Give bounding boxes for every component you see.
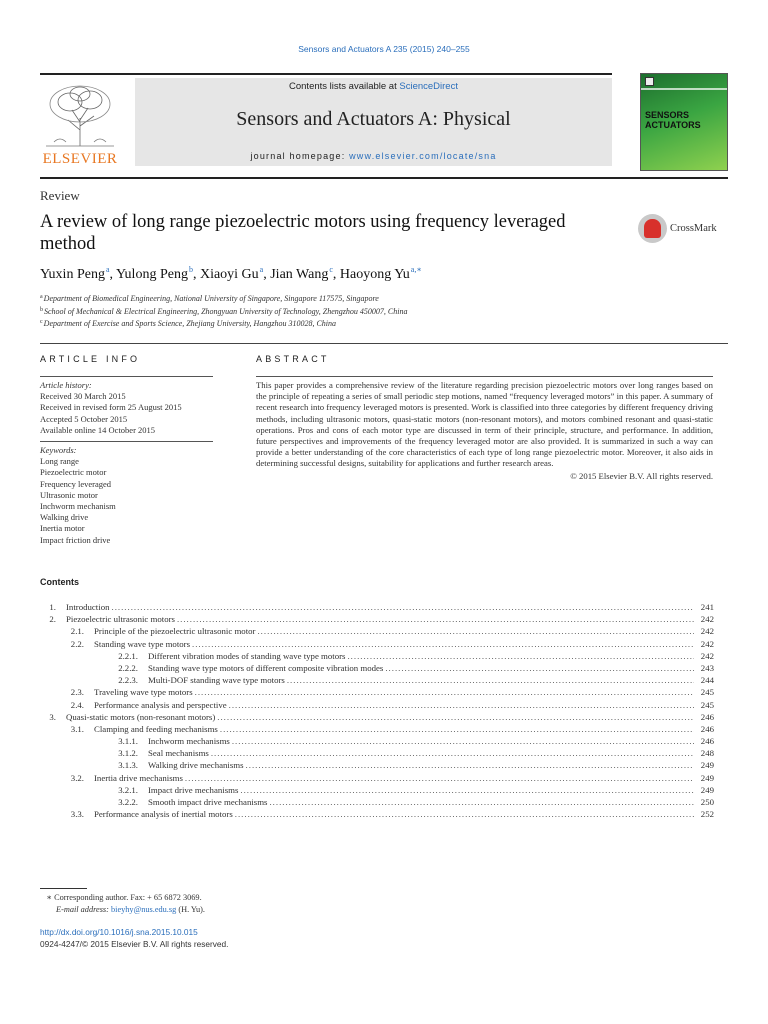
toc-entry-page[interactable]: 248 bbox=[700, 748, 714, 759]
toc-entry-number: 3.1. bbox=[70, 723, 84, 734]
toc-entry-title[interactable]: Performance analysis and perspective bbox=[94, 699, 227, 710]
toc-entry-page[interactable]: 245 bbox=[700, 687, 714, 698]
toc-entry[interactable] bbox=[40, 759, 714, 771]
toc-entry[interactable] bbox=[40, 662, 714, 674]
toc-entry[interactable] bbox=[40, 601, 714, 613]
toc-dot-leader bbox=[246, 759, 694, 771]
toc-entry-page[interactable]: 242 bbox=[700, 614, 714, 625]
contents-available-line bbox=[135, 81, 612, 92]
toc-entry-title[interactable]: Traveling wave type motors bbox=[94, 687, 193, 698]
author-affil-mark[interactable]: c bbox=[329, 265, 333, 274]
section-divider bbox=[40, 343, 728, 344]
toc-entry-title[interactable]: Principle of the piezoelectric ultrasonic motor bbox=[94, 626, 256, 637]
toc-entry[interactable] bbox=[40, 699, 714, 711]
toc-entry[interactable] bbox=[40, 613, 714, 625]
abstract bbox=[256, 380, 713, 482]
cover-logo-icon bbox=[645, 77, 654, 86]
article-info-rule bbox=[40, 376, 213, 377]
crossmark-label: CrossMark bbox=[670, 223, 717, 234]
affiliation-item: $^a$Department of Biomedical Engineering, National University of Singapore, Singapore 117575, Singapore bbox=[40, 294, 379, 303]
keyword-item: Ultrasonic motor bbox=[40, 489, 98, 500]
toc-entry-page[interactable]: 246 bbox=[700, 736, 714, 747]
header-rule-bottom bbox=[40, 177, 728, 179]
toc-entry-number: 2. bbox=[49, 614, 56, 625]
toc-entry-page[interactable]: 252 bbox=[700, 809, 714, 820]
keyword-item: Long range bbox=[40, 456, 79, 467]
keyword-item: Inertia motor bbox=[40, 523, 85, 534]
toc-entry-page[interactable]: 250 bbox=[700, 797, 714, 807]
author-affil-mark[interactable]: b bbox=[188, 265, 193, 274]
toc-entry[interactable] bbox=[40, 747, 714, 759]
affiliation-item: $^c$Department of Exercise and Sports Science, Zhejiang University, Hangzhou 310028, China bbox=[40, 319, 337, 328]
toc-dot-leader bbox=[269, 796, 694, 808]
author-list: Yuxin Peng$^a$, Yulong Peng$^b$, Xiaoyi Gu$^a$, Jian Wang$^c$, Haoyong $Yu^{a,∗}$ bbox=[40, 265, 422, 282]
toc-entry-title[interactable]: Performance analysis of inertial motors bbox=[94, 809, 233, 820]
author-affil-mark[interactable]: a,∗ bbox=[410, 265, 422, 274]
toc-entry[interactable] bbox=[40, 796, 714, 808]
keywords-label: Keywords: bbox=[40, 445, 77, 456]
history-item: Available online 14 October 2015 bbox=[40, 424, 156, 435]
toc-entry[interactable] bbox=[40, 638, 714, 650]
elsevier-wordmark: ELSEVIER bbox=[42, 151, 118, 167]
keyword-item: Walking drive bbox=[40, 512, 89, 523]
toc-entry-page[interactable]: 241 bbox=[700, 602, 714, 612]
author-name[interactable]: Yuxin Peng bbox=[40, 267, 105, 282]
toc-entry-title[interactable]: Standing wave type motors bbox=[94, 638, 191, 649]
issn-copyright: 0924-4247/© 2015 Elsevier B.V. All rights reserved. bbox=[40, 938, 229, 949]
toc-entry-page[interactable]: 243 bbox=[700, 662, 714, 673]
abstract-heading: ABSTRACT bbox=[256, 354, 330, 364]
article-info-heading: ARTICLE INFO bbox=[40, 354, 141, 364]
toc-entry-title[interactable]: Multi-DOF standing wave type motors bbox=[148, 675, 285, 686]
cover-title-line1: SENSORS bbox=[645, 110, 690, 120]
header-rule-top bbox=[40, 73, 612, 75]
toc-entry[interactable] bbox=[40, 650, 714, 662]
journal-citation[interactable]: Sensors and Actuators A 235 (2015) 240–255 bbox=[298, 44, 470, 54]
history-item: Received 30 March 2015 bbox=[40, 391, 126, 402]
email-suffix: (H. Yu). bbox=[176, 904, 205, 914]
abstract-copyright: © 2015 Elsevier B.V. All rights reserved. bbox=[570, 470, 713, 481]
email-line bbox=[40, 904, 205, 916]
table-of-contents bbox=[40, 601, 714, 820]
history-item: Accepted 5 October 2015 bbox=[40, 413, 128, 424]
toc-entry-number: 3.1.3. bbox=[118, 760, 138, 771]
toc-entry-number: 2.4. bbox=[70, 699, 84, 710]
footnote bbox=[40, 892, 205, 915]
abstract-rule bbox=[256, 376, 713, 377]
author-name[interactable]: Jian Wang bbox=[270, 267, 329, 282]
footnote-rule bbox=[40, 888, 87, 889]
email-label: E-mail address: bbox=[56, 904, 111, 914]
toc-entry-number: 2.2.2. bbox=[118, 662, 138, 673]
toc-entry[interactable] bbox=[40, 772, 714, 784]
article-info bbox=[40, 380, 215, 546]
affiliations bbox=[40, 292, 407, 330]
sciencedirect-link[interactable]: ScienceDirect bbox=[399, 81, 458, 92]
toc-dot-leader bbox=[240, 784, 694, 796]
toc-entry-title[interactable]: Clamping and feeding mechanisms bbox=[94, 723, 218, 734]
toc-dot-leader bbox=[211, 747, 694, 759]
toc-entry-number: 3.1.1. bbox=[118, 736, 138, 747]
keyword-item: Frequency leveraged bbox=[40, 478, 112, 489]
toc-entry-page[interactable]: 244 bbox=[700, 675, 714, 686]
toc-entry-number: 3.1.2. bbox=[118, 748, 138, 759]
toc-entry-number: 2.3. bbox=[70, 687, 84, 698]
toc-entry-title[interactable]: Introduction bbox=[66, 602, 110, 612]
tree-icon bbox=[40, 80, 120, 148]
toc-entry-number: 3.3. bbox=[70, 809, 84, 820]
history-label: Article history: bbox=[40, 380, 92, 390]
toc-dot-leader bbox=[177, 613, 694, 625]
toc-entry-number: 3.2. bbox=[70, 772, 84, 783]
toc-entry[interactable] bbox=[40, 784, 714, 796]
crossmark-icon bbox=[638, 214, 667, 243]
homepage-label: journal homepage: bbox=[250, 151, 350, 161]
cover-title-line2: ACTUATORS bbox=[645, 120, 701, 130]
toc-entry-page[interactable]: 249 bbox=[700, 760, 714, 771]
keyword-item: Inchworm mechanism bbox=[40, 501, 116, 512]
toc-entry[interactable] bbox=[40, 735, 714, 747]
toc-dot-leader bbox=[257, 625, 694, 637]
toc-dot-leader bbox=[220, 723, 694, 735]
toc-dot-leader bbox=[217, 711, 694, 723]
cover-title bbox=[645, 110, 701, 130]
toc-entry-page[interactable]: 245 bbox=[700, 699, 714, 710]
toc-dot-leader bbox=[195, 686, 694, 698]
toc-entry-title[interactable]: Smooth impact drive mechanisms bbox=[148, 797, 268, 807]
journal-header-box bbox=[135, 78, 612, 166]
toc-entry-title[interactable]: Different vibration modes of standing wave type motors bbox=[148, 650, 346, 661]
toc-dot-leader bbox=[112, 601, 695, 613]
footnote-mark: ∗ bbox=[46, 893, 52, 902]
toc-entry[interactable] bbox=[40, 674, 714, 686]
toc-entry-title[interactable]: Inertia drive mechanisms bbox=[94, 772, 183, 783]
author-affil-mark[interactable]: a bbox=[259, 265, 264, 274]
corresponding-author-note bbox=[40, 892, 205, 904]
toc-entry-number: 2.2.3. bbox=[118, 675, 138, 686]
author-name[interactable]: Yulong Peng bbox=[116, 267, 188, 282]
toc-entry-page[interactable]: 242 bbox=[700, 650, 714, 661]
contents-heading: Contents bbox=[40, 577, 79, 587]
cover-band bbox=[641, 88, 728, 90]
homepage-url-link[interactable]: www.elsevier.com/locate/sna bbox=[349, 151, 497, 161]
journal-cover-thumbnail[interactable] bbox=[640, 73, 728, 171]
toc-entry-title[interactable]: Standing wave type motors of different composite vibration modes bbox=[148, 662, 384, 673]
journal-title: Sensors and Actuators A: Physical bbox=[236, 108, 511, 130]
toc-entry-number: 3.2.1. bbox=[118, 784, 138, 795]
abstract-text: This paper provides a comprehensive review of the literature regarding precision piezoelectric motors over long ranges based on the principle of repeating a series of small periodic step motions, named “frequency leveraged motors” in this paper. A summary of recent research into frequency leveraged motors is presented. Work is classified into three categories by different frequency driving methods, including ultrasonic motors, quasi-static motors (non-resonant motors), and motors combined resonant and quasi-static operations. Pros and cons of each motor type are discussed in term of their principle, structure, and performance. In addition, future perspectives and improvements of the frequency leveraged motor are also provided. It is summarized in such a way can provide a better understanding of the core characteristics of each type of long range piezoelectric motor. Moreover, it also aids in determining successful designs, suitability for applications and further research areas. bbox=[256, 380, 713, 469]
corresponding-text: Corresponding author. Fax: + 65 6872 3069. bbox=[54, 893, 202, 902]
doi-link[interactable]: http://dx.doi.org/10.1016/j.sna.2015.10.015 bbox=[40, 927, 198, 937]
toc-dot-leader bbox=[235, 808, 694, 820]
toc-dot-leader bbox=[185, 772, 694, 784]
affiliation-item: $^b$School of Mechanical & Electrical Engineering, Zhongyuan University of Technology, Zhengzhou 450007, China bbox=[40, 306, 408, 316]
toc-dot-leader bbox=[232, 735, 694, 747]
email-link[interactable]: bieyhy@nus.edu.sg bbox=[111, 904, 177, 914]
journal-homepage bbox=[135, 151, 612, 161]
author-name[interactable]: Xiaoyi Gu bbox=[199, 267, 259, 282]
toc-dot-leader bbox=[229, 699, 694, 711]
toc-entry-title[interactable]: Piezoelectric ultrasonic motors bbox=[66, 614, 175, 625]
toc-entry[interactable] bbox=[40, 723, 714, 735]
toc-entry-number: 1. bbox=[49, 602, 56, 612]
toc-entry-number: 3. bbox=[49, 711, 56, 722]
toc-dot-leader bbox=[192, 638, 694, 650]
toc-entry-number: 3.2.2. bbox=[118, 797, 138, 807]
crossmark-badge[interactable] bbox=[638, 214, 728, 244]
toc-dot-leader bbox=[287, 674, 694, 686]
toc-entry-number: 2.1. bbox=[70, 626, 84, 637]
toc-entry[interactable] bbox=[40, 625, 714, 637]
contents-prefix: Contents lists available at bbox=[289, 81, 400, 92]
toc-dot-leader bbox=[347, 650, 694, 662]
toc-entry-title[interactable]: Quasi-static motors (non-resonant motors) bbox=[66, 711, 216, 722]
toc-entry-title[interactable]: Inchworm mechanisms bbox=[148, 736, 230, 747]
toc-entry-page[interactable]: 242 bbox=[700, 626, 714, 637]
doi-block bbox=[40, 927, 228, 950]
article-type: Review bbox=[40, 188, 80, 203]
toc-entry-number: 2.2.1. bbox=[118, 650, 138, 661]
toc-entry[interactable] bbox=[40, 808, 714, 820]
toc-entry-title[interactable]: Walking drive mechanisms bbox=[148, 760, 244, 771]
toc-entry[interactable] bbox=[40, 686, 714, 698]
toc-entry-page[interactable]: 246 bbox=[700, 723, 714, 734]
toc-entry-page[interactable]: 242 bbox=[700, 638, 714, 649]
keyword-item: Piezoelectric motor bbox=[40, 467, 107, 478]
history-item: Received in revised form 25 August 2015 bbox=[40, 402, 182, 413]
author-name[interactable]: Haoyong Yu bbox=[339, 267, 410, 282]
toc-entry[interactable] bbox=[40, 711, 714, 723]
author-affil-mark[interactable]: a bbox=[105, 265, 110, 274]
elsevier-logo[interactable] bbox=[40, 80, 120, 168]
toc-dot-leader bbox=[385, 662, 694, 674]
toc-entry-number: 2.2. bbox=[70, 638, 84, 649]
toc-entry-page[interactable]: 249 bbox=[700, 784, 714, 795]
toc-entry-title[interactable]: Impact drive mechanisms bbox=[148, 784, 239, 795]
article-title: A review of long range piezoelectric motors using frequency leveraged method bbox=[40, 212, 566, 254]
toc-entry-page[interactable]: 249 bbox=[700, 772, 714, 783]
keyword-item: Impact friction drive bbox=[40, 534, 111, 545]
toc-entry-title[interactable]: Seal mechanisms bbox=[148, 748, 209, 759]
toc-entry-page[interactable]: 246 bbox=[700, 711, 714, 722]
info-separator bbox=[40, 441, 213, 442]
